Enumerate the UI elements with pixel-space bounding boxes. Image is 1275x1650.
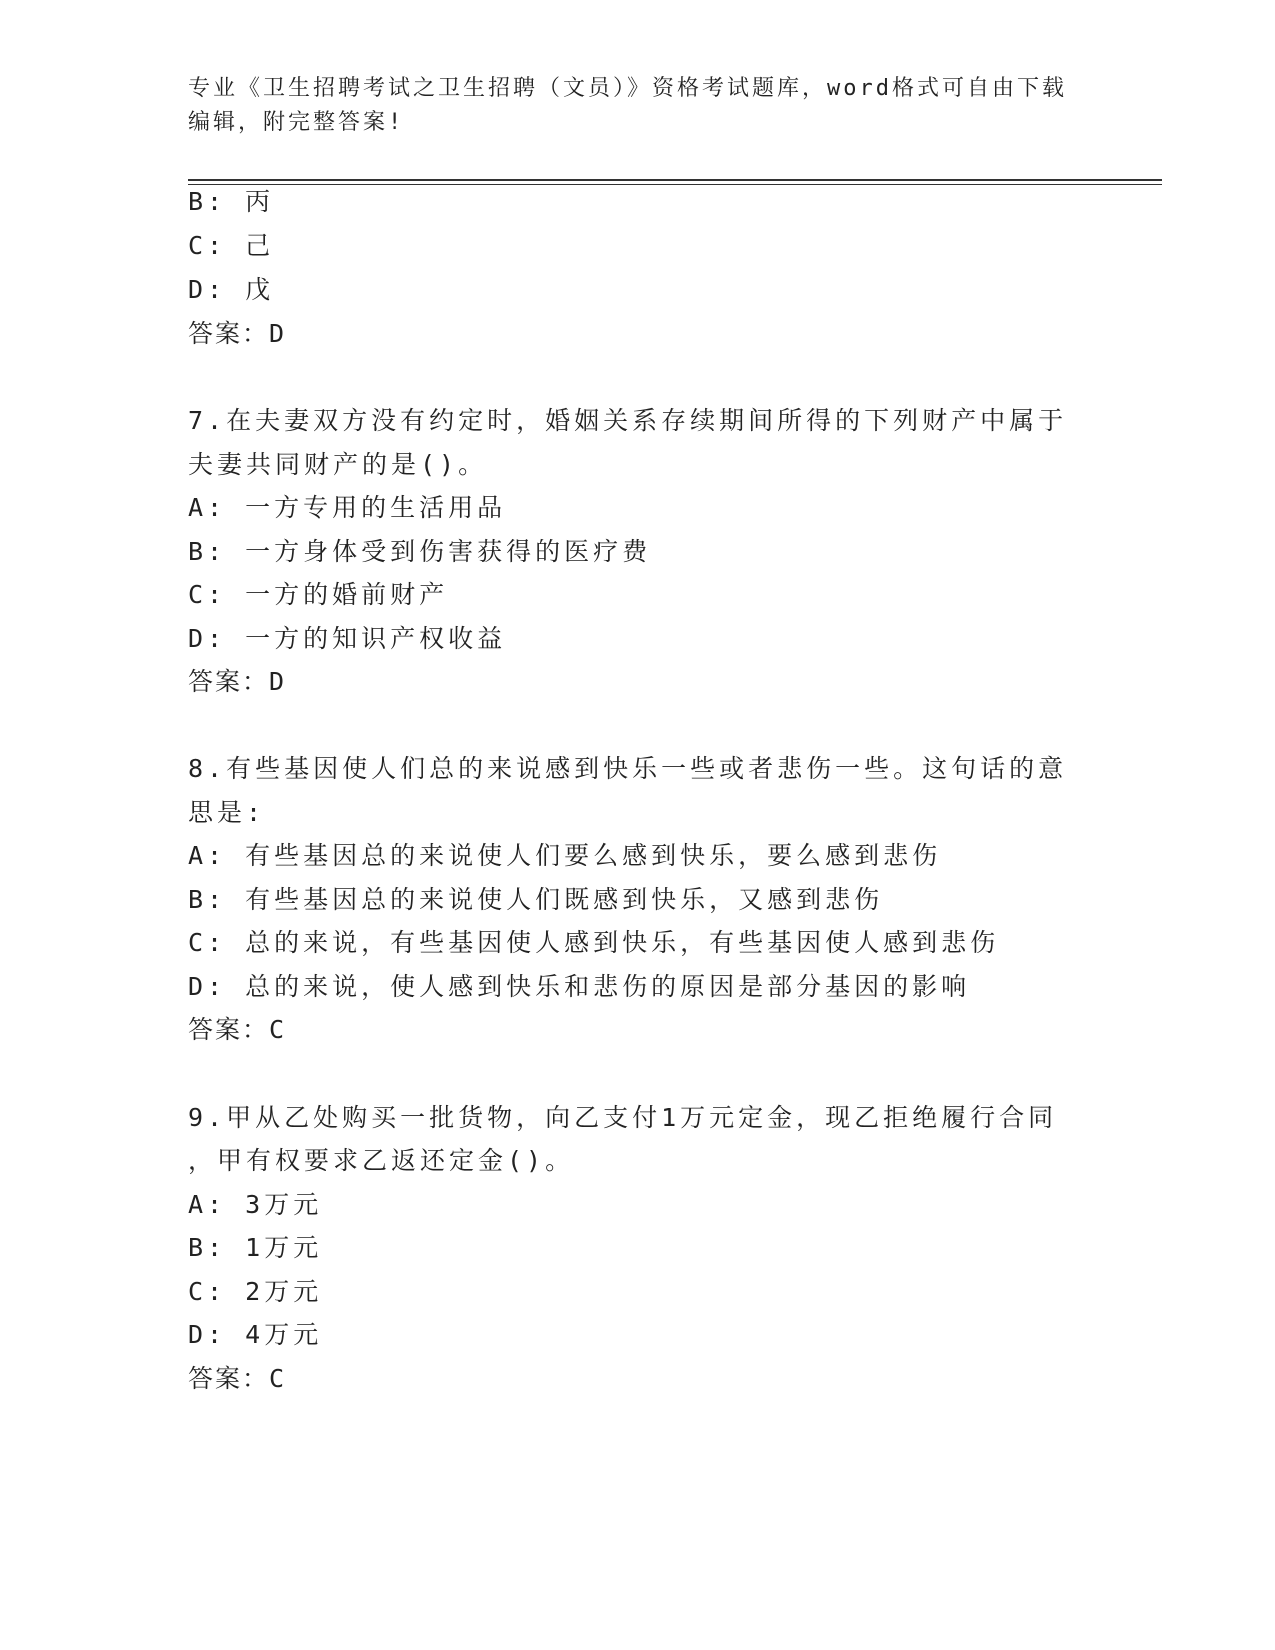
header-rule-thick xyxy=(188,179,1162,181)
q7-answer xyxy=(188,665,287,699)
q6-option-d: D: 戊 xyxy=(188,275,275,304)
q9-option-a: A: 3万元 xyxy=(188,1190,323,1219)
q8-option-a: A: 有些基因总的来说使人们要么感到快乐，要么感到悲伤 xyxy=(188,841,942,870)
answer-label: 答案： xyxy=(188,1364,270,1393)
q7-option-b: B: 一方身体受到伤害获得的医疗费 xyxy=(188,537,652,566)
q7-option-c: C: 一方的婚前财产 xyxy=(188,580,449,609)
q9-stem-line-2: ，甲有权要求乙返还定金()。 xyxy=(188,1146,575,1175)
q7-stem-line-2: 夫妻共同财产的是()。 xyxy=(188,450,488,479)
answer-label: 答案： xyxy=(188,667,270,696)
q6-answer xyxy=(188,317,287,351)
header-rule-thin xyxy=(188,184,1162,185)
header-line-1: 专业《卫生招聘考试之卫生招聘（文员）》资格考试题库，word格式可自由下载 xyxy=(188,76,1067,101)
q9-option-b: B: 1万元 xyxy=(188,1233,323,1262)
q8-option-d: D: 总的来说，使人感到快乐和悲伤的原因是部分基因的影响 xyxy=(188,972,971,1001)
q7-option-d: D: 一方的知识产权收益 xyxy=(188,624,507,653)
q8-answer-value: C xyxy=(269,1015,288,1044)
q9-answer xyxy=(188,1362,287,1396)
q9-answer-value: C xyxy=(269,1364,288,1393)
q9-option-d: D: 4万元 xyxy=(188,1320,323,1349)
q9-stem-line-1: 9.甲从乙处购买一批货物，向乙支付1万元定金，现乙拒绝履行合同 xyxy=(188,1103,1058,1132)
q8-stem-line-2: 思是: xyxy=(188,798,266,827)
q9-option-c: C: 2万元 xyxy=(188,1277,323,1306)
q8-stem-line-1: 8.有些基因使人们总的来说感到快乐一些或者悲伤一些。这句话的意 xyxy=(188,754,1068,783)
q6-option-b: B: 丙 xyxy=(188,187,275,216)
q6-option-c: C: 己 xyxy=(188,231,275,260)
q7-answer-value: D xyxy=(269,667,288,696)
header-line-2: 编辑，附完整答案! xyxy=(188,110,405,135)
document-header xyxy=(188,72,1088,140)
q8-option-b: B: 有些基因总的来说使人们既感到快乐，又感到悲伤 xyxy=(188,885,884,914)
q8-answer xyxy=(188,1013,287,1047)
q7-stem-line-1: 7.在夫妻双方没有约定时，婚姻关系存续期间所得的下列财产中属于 xyxy=(188,406,1068,435)
answer-label: 答案： xyxy=(188,1015,270,1044)
q6-answer-value: D xyxy=(269,319,288,348)
answer-label: 答案： xyxy=(188,319,270,348)
q8-option-c: C: 总的来说，有些基因使人感到快乐，有些基因使人感到悲伤 xyxy=(188,928,1000,957)
q7-option-a: A: 一方专用的生活用品 xyxy=(188,493,507,522)
